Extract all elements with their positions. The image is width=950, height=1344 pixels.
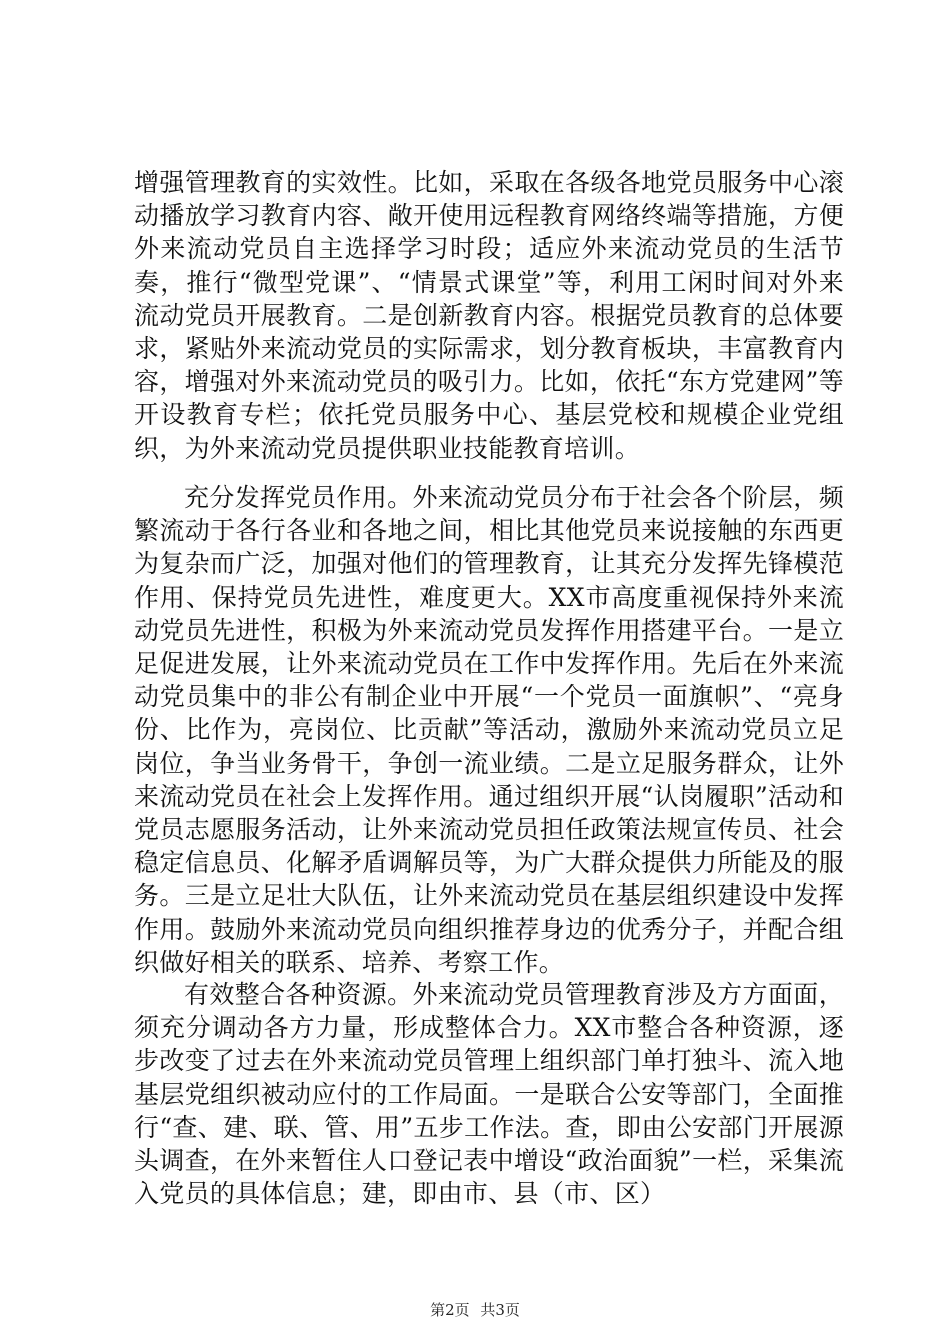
page-total: 共3页 (480, 1301, 520, 1319)
page-footer (0, 1299, 950, 1320)
paragraph-resource-integration: 有效整合各种资源。外来流动党员管理教育涉及方方面面，须充分调动各方力量，形成整体合力。XX市整合各种资源，逐步改变了过去在外来流动党员管理上组织部门单打独斗、流入地基层党组织被动应付的工作局面。一是联合公安等部门，全面推行“查、建、联、管、用”五步工作法。查，即由公安部门开展源头调查，在外来暂住人口登记表中增设“政治面貌”一栏，采集流入党员的具体信息；建，即由市、县（市、区） (134, 980, 844, 1209)
paragraph-education-tail: 增强管理教育的实效性。比如，采取在各级各地党员服务中心滚动播放学习教育内容、敞开使用远程教育网络终端等措施，方便外来流动党员自主选择学习时段；适应外来流动党员的生活节奏，推行“微型党课”、“情景式课堂”等，利用工闲时间对外来流动党员开展教育。二是创新教育内容。根据党员教育的总体要求，紧贴外来流动党员的实际需求，划分教育板块，丰富教育内容，增强对外来流动党员的吸引力。比如，依托“东方党建网”等开设教育专栏；依托党员服务中心、基层党校和规模企业党组织，为外来流动党员提供职业技能教育培训。 (134, 168, 844, 463)
paragraph-member-role: 充分发挥党员作用。外来流动党员分布于社会各个阶层，频繁流动于各行各业和各地之间，相比其他党员来说接触的东西更为复杂而广泛，加强对他们的管理教育，让其充分发挥先锋模范作用、保持党员先进性，难度更大。XX市高度重视保持外来流动党员先进性，积极为外来流动党员发挥作用搭建平台。一是立足促进发展，让外来流动党员在工作中发挥作用。先后在外来流动党员集中的非公有制企业中开展“一个党员一面旗帜”、“亮身份、比作为，亮岗位、比贡献”等活动，激励外来流动党员立足岗位，争当业务骨干，争创一流业绩。二是立足服务群众，让外来流动党员在社会上发挥作用。通过组织开展“认岗履职”活动和党员志愿服务活动，让外来流动党员担任政策法规宣传员、社会稳定信息员、化解矛盾调解员等，为广大群众提供力所能及的服务。三是立足壮大队伍，让外来流动党员在基层组织建设中发挥作用。鼓励外来流动党员向组织推荐身边的优秀分子，并配合组织做好相关的联系、培养、考察工作。 (134, 483, 844, 977)
page-number: 第2页 (430, 1301, 470, 1319)
